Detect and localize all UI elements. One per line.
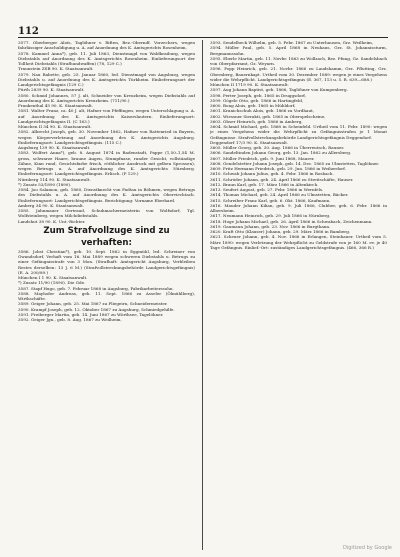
list-entry: 3595. Eberle Martin, geb. 11. Novbr. 1863 zu Wollzach, Bez. Pfung, Gz. Sandelsbach von Oberpfarramt, Gz. Weyarn. <box>210 55 387 66</box>
list-entry: 3602. Wiessner Sierakti, geb. 1865 in Oberspelscheine, <box>210 113 326 119</box>
list-entry: 3596. Popp Heinrich, geb. 21. Novbr. 1866 zu Laudshamm, Grz. Pflutting, Grz. Obernberg, Bauernkapt. Urtheil vom 30. Dezember 1889: wegen je eines Vergehens wider die Wehrpflicht. Landgerichtsgefängnis (E. 367, 113 u. 5. R. 639—688.) <box>210 66 387 82</box>
list-entry: 3581. Walter Franz, ca. 40 J. alt, Hafner von Pfeffingen, wegen Unterschlagung u. A. auf Anordnung des K. Amtsgerichts Kaiserslautern. Einlieferungsort: Landgerichtsgefängnis II. (C 163.) <box>18 108 195 124</box>
right-column <box>210 40 387 552</box>
list-entry: 3616. Mauder Johann Kilian, geb. 9. Juli 1866, Clubber, geb. 6. Febr. 1866 in Albersheim. <box>210 202 387 213</box>
list-entry: 3588. Mayhofer Andreas, geb. 11. Sept. 1866 zu Asseler (Ölmühlberg), Wirthschäfte. <box>18 290 195 301</box>
list-entry: 3587. Stapf Hugo, geb. 7. Februar 1868 in Augsburg, Fabrikarbeiterssohn. <box>18 285 174 291</box>
list-entry: 3615. Schreiber Franz Karl, geb. 6. Okt. 1866, Kaufmann. <box>210 197 331 203</box>
left-column <box>18 40 195 552</box>
list-entry: *) Zusatz 11/90 (1890). Die Gde. <box>18 280 86 286</box>
digitized-watermark: Digitized by Google <box>343 545 392 551</box>
list-entry: 3601. Kranichschuh Alois, geb. 1866 zu Vordhaut, <box>210 108 315 114</box>
list-entry: 3578. Kammel Anna*), geb. 11. Juli 1863, Dienstmagd von Waldkraiburg, wegen Diebstahls auf Anordnung des K. Amtsgerichts Rosenheim. Einlieferungsort der Tollheit Diebstahls (Strafhundwaffen) (78, 129 C.) <box>18 50 195 66</box>
list-entry: 3619. Gaumaun Johann, geb. 23. Nov. 1866 in Burgthann. <box>210 223 331 229</box>
list-entry: 3613. Seufert August, geb. 27. Febr. 1866 in Wernfels. <box>210 187 324 192</box>
list-entry: 3583. Wolfert Anna*), geb. 8. August 1874 in Badenstadt, Pappe (1,50–1,54 M. gross, schwarze Haare, braune Augen, Stumpfnase, runder Gesicht, vollständige Zähne, Kinn rund, Gesichtsfarbe frisch, röthlicher Ausdruck mit gelben Sprossen), wegen Betrugs u. A. auf Anordnung des K. Amtsgerichts Nürnberg. Einlieferungsort: Landgerichtsgefängnis. Erlisch. (P 129.) <box>18 150 195 177</box>
list-entry: 3579. Nau Babette, geb. 25. Januar 1860, led. Dienstmagd von Augsburg, wegen Diebstahls u. auf Anordnung des K. Amtsgerichts Türkheim. Einlieferungsort der Landgerichtsgefängnis (129 C.) <box>18 71 195 87</box>
section-heading: Zum Strafvollzuge sind zu verhaften: <box>43 225 170 248</box>
list-entry: München II 34 90. K. Staatsanwalt. <box>18 124 92 129</box>
list-entry: 3598. Perter Joseph, geb. 1865 in Druggsdorf, <box>210 92 306 98</box>
list-entry: 3614. Thomas Michael, geb. 24. April 1866 zu Ulmstetten, Bäcker. <box>210 192 349 198</box>
list-entry: 3606. Sandeltinden Johann Georg, geb. 13. Jan. 1862 zu Allersberg. <box>210 150 352 156</box>
list-entry: 3594. Müller Paul, geb. 5. April 1868 in Neuhaus, Grz. St. Johannissturm, Bergmannssohn. <box>210 45 387 56</box>
list-entry: 3589. Geiger Johann, geb. 25. Mai 1867 zu Pliegeirn, Schneidermeister. <box>18 301 168 307</box>
list-entry: 3604. Schmid Michael, geb. 1868 in Scheinfeld. Urtheil vom 11. Febr. 1890: wegen je eines Vergehens wider die Wehrpflicht zu Gefängnisstrafen je 1 Monat Gefängnisse. Strafvollstreckungsbehörde Landgerichtsgefängnis Deggendorf. <box>210 124 387 140</box>
list-entry: 3582. Albrecht Joseph, geb. 30. November 1862, Hafner von Rattenried in Bayern, wegen Körperverletzung auf Anordnung des K. Amtsgerichts Augsburg. Einlieferungsort: Landgerichtsgefängnis. (115 C.) <box>18 129 195 145</box>
list-entry: 3593. Sendelbeck Wilhelm, geb. 5. Febr. 1867 zu Unterhausen, Grz. Weilheim, <box>210 40 374 45</box>
list-entry: 3600. Bong Alois, geb. 1865 in Mühldorf, <box>210 103 296 108</box>
list-entry: München II 1719 90. K. Staatsanwalt. <box>210 82 289 87</box>
list-entry: 3605. Müller Georg, geb. 30. Aug. 1866 in Überreutsch, Rauner. <box>210 145 345 150</box>
list-entry: 3607. Müller Friedrich, geb. 9. Juni 1868, Maurer. <box>210 155 315 161</box>
list-entry: 3584. Joo Salamon, geb. 1860, Dienstknecht von Fadtau in Böhmen, wegen Betrugs des Diebstahls u. A. auf Anordnung des K. Amtsgerichts Oberviechtach. Einlieferungsort: Landgerichtsgefängnis. Berichtigung: Vorname Eberhard. <box>18 187 195 203</box>
page-number: 112 <box>18 26 39 37</box>
list-entry: 3611. Schröder Johann, geb. 24. April 1866 zu Streitschäfte, Hauser. <box>210 176 354 182</box>
column-divider <box>202 40 203 550</box>
list-entry: Frankenthal 45 90. K. Staatsanwalt. <box>18 103 94 108</box>
list-entry: 3592. Geiger Jgn., geb. 8. Aug. 1867 zu Weilheim, <box>18 317 122 322</box>
list-entry: *) Zusatz 53/1890 (1890). <box>18 181 72 187</box>
list-entry: 3591. Freiberger Martin, geb. 14. Juni 1867 zu Wörthsee, Tagelöhner. <box>18 311 164 317</box>
list-entry: 3585. Jahnmauer Gertraud, Schuhmachermeisterin von Wolfsdorf, Tgl. Wolfsteinberg, wegen Milchdiebstahls. <box>18 208 195 219</box>
list-entry: 3608. Gendelstetter Johann Joseph, geb. 14. Dec. 1865 zu Ulmstetten, Taglöhner. <box>210 160 380 166</box>
list-entry: 3599. Gögele Otto, geb. 1866 in Hartingfeld, <box>210 97 304 103</box>
list-entry: Traunstein ZSB 90. K. Staatsanwalt. <box>18 66 94 72</box>
list-entry: 3590. Krampf Joseph, geb. 12. Oktober 1867 zu Augsburg, Schmiedgehilfe. <box>18 306 175 312</box>
list-entry: Deggendorf 17/3 90. K. Staatsanwalt. <box>210 139 289 145</box>
header-rule <box>18 37 388 38</box>
list-entry: 3597. Aug Johann Baptist, geb. 1866, Taglöhner von Kumpenberg. <box>210 87 348 93</box>
list-entry: 3609. Fritz Hermann Friedrich, geb. 29. Jun. 1866 in Weiherdorf. <box>210 166 346 171</box>
list-entry: 3603. Obser Heinrich, geb. 1866 in Amberg, <box>210 118 303 124</box>
list-entry: 3586. Jobst Christian*), geb. 10. Sept. 1862 in Eggmühl, led. Schreiner von Gwandsdorf, Verhaft vom 16. Mai 1889 wegen schweren Diebstahls u. Betrugs zu einer Gefängnisstrafe von 3 Mon. (Strafhaft: Amtsgericht Augsburg, Verbleiben Restes derselben: 13 J. 6 M.) (Strafvollstreckungsbehörde Landgerichtsgefängnis) (E. A. 200/89.) <box>18 248 195 275</box>
list-entry: Augsburg 139 90. K. Staatsanwalt. <box>18 145 91 150</box>
list-entry: 3577. Oberberger Aloïs, Taglöhner v. Riften, Bez.-Oberndf. Vorzechers, wegen fahrlässiger Anschuldigung u. A. auf Anordnung des K. Amtsgerichts Rosenheim, <box>18 40 195 51</box>
list-entry: 3618. Hoge Johann Michael, geb. 26. April 1866 in Schwabach, Zeichenmann. <box>210 218 373 224</box>
list-entry: Fürth 2839 90. K. Staatsanwalt. <box>18 87 85 93</box>
list-entry: Nürnberg 114 90. K. Staatsanwalt. <box>18 176 91 182</box>
list-entry: 3610. Schwab Johann Julius, geb. 4. Febr. 1866 in Rosbach. <box>210 171 334 177</box>
list-entry: 3620. Kraft Otto (Klauser) Johann, geb. 29. März 1866 in Bamberg. <box>210 229 351 234</box>
list-entry: München I 1 90. K. Staatsanwalt. <box>18 275 88 280</box>
list-entry: Landshut 38 90. K. Unt.-Richter. <box>18 218 86 224</box>
list-entry: 3580. Schmid Johannes, 57 J. alt, Schneider von Kreuzheim, wegen Diebstahls auf Anordnung des K. Amtsgerichts Kreuzheim. (711/90.) <box>18 92 195 103</box>
list-entry: 3621. Scheuer Johann, geb. 4. Nov. 1866 in Erlangen, Steinhauer. Urtheil vom 5. März 1890: wegen Verletzung der Wehrpflicht zu Geldstrafe von je 160 M. ev. je 40 Tage Gefängnis. Einlief.-Ort: zuständiges Landgerichtsgefängnis. (466, 366 R.) <box>210 234 387 250</box>
list-entry: 3617. Neumann Heinrich, geb. 29. Juli 1866 in Nürnberg. <box>210 213 331 219</box>
list-entry: 3612. Braun Karl, geb. 17. März 1866 in Altenkirch. <box>210 181 319 187</box>
list-entry: Amberg 34 90. K. Staatsanwalt. <box>18 202 85 208</box>
